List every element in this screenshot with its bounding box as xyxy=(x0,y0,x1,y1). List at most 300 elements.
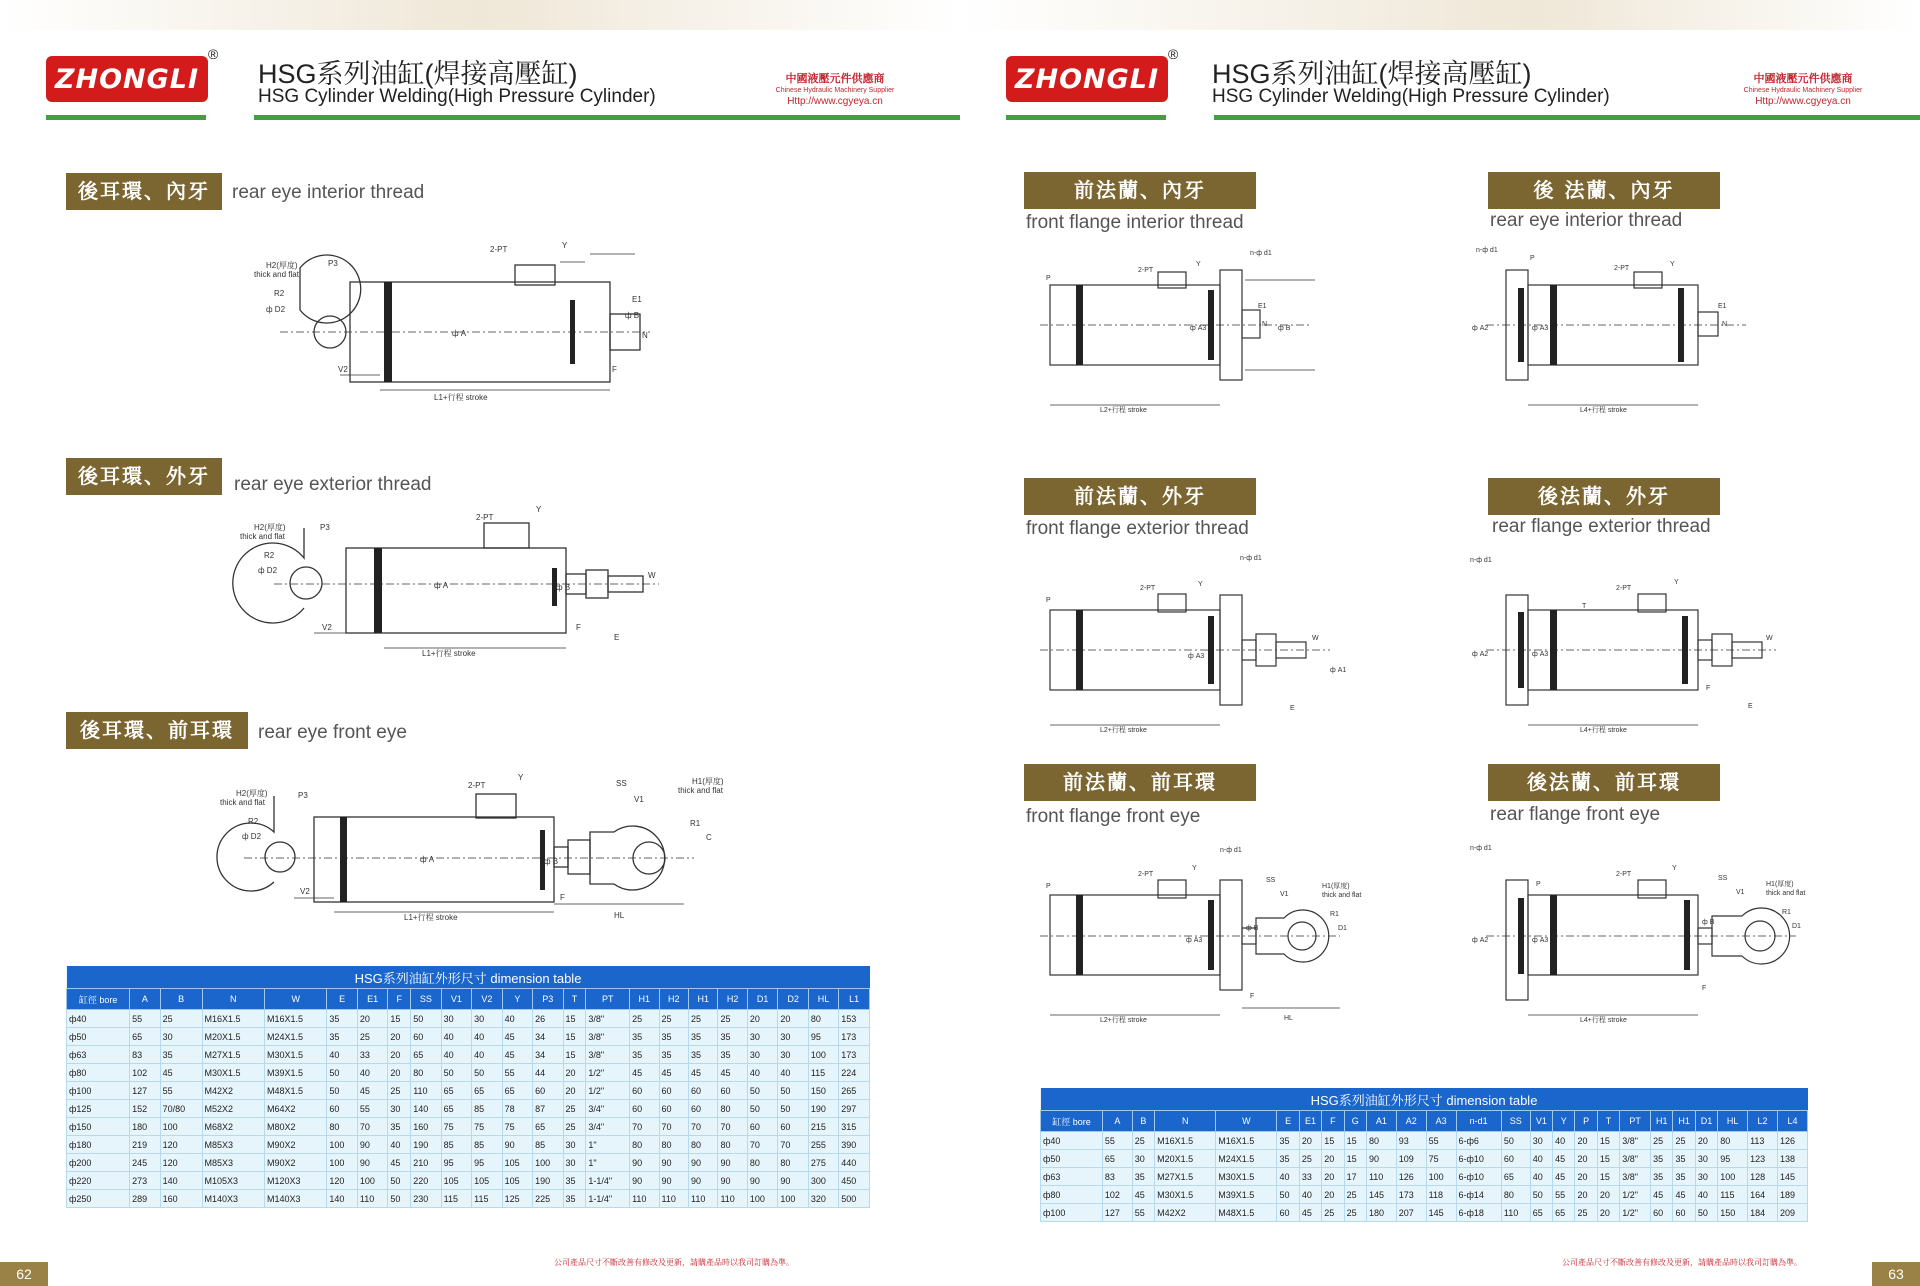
page-number: 62 xyxy=(0,1262,48,1286)
table-cell: M30X1.5 xyxy=(1216,1168,1277,1186)
table-cell: 60 xyxy=(327,1100,357,1118)
column-header: W xyxy=(1216,1111,1277,1132)
table-cell: M30X1.5 xyxy=(202,1064,264,1082)
table-cell: 65 xyxy=(441,1100,471,1118)
table-cell: 45 xyxy=(1673,1186,1695,1204)
label-pt: 2-PT xyxy=(468,781,486,790)
table-cell: 55 xyxy=(130,1010,160,1028)
table-cell: 20 xyxy=(1597,1204,1619,1222)
table-cell: 20 xyxy=(1322,1186,1344,1204)
table-cell: 220 xyxy=(411,1172,441,1190)
page-title-en: HSG Cylinder Welding(High Pressure Cylinder) xyxy=(258,86,656,107)
table-cell: 25 xyxy=(1132,1132,1154,1150)
column-header: G xyxy=(1344,1111,1366,1132)
table-cell: 224 xyxy=(839,1064,870,1082)
column-header: H1 xyxy=(1651,1111,1673,1132)
table-cell: 140 xyxy=(327,1190,357,1208)
label-f: F xyxy=(560,893,565,902)
green-rule xyxy=(46,115,206,120)
table-row xyxy=(67,1154,870,1172)
label-a3: ф A3 xyxy=(1186,937,1203,944)
label-b: ф B xyxy=(1246,925,1259,932)
table-cell: 60 xyxy=(688,1082,717,1100)
table-cell: 55 xyxy=(1102,1132,1132,1150)
label-n: N xyxy=(1722,321,1728,328)
table-cell: ф50 xyxy=(67,1028,130,1046)
label-a3: ф A3 xyxy=(1532,651,1549,658)
table-cell: 45 xyxy=(1299,1204,1321,1222)
label-n: N xyxy=(642,331,648,340)
table-cell: ф200 xyxy=(67,1154,130,1172)
table-cell: 126 xyxy=(1777,1132,1807,1150)
table-cell: 45 xyxy=(659,1064,688,1082)
column-header: V1 xyxy=(1530,1111,1552,1132)
label-b: ф B xyxy=(1702,919,1715,926)
label-p3: P3 xyxy=(298,791,308,800)
table-cell: 275 xyxy=(808,1154,838,1172)
section-label-cn: 前法蘭、外牙 xyxy=(1024,478,1256,515)
table-cell: ф80 xyxy=(1041,1186,1103,1204)
column-header: SS xyxy=(1501,1111,1530,1132)
label-stroke: L1+行程 stroke xyxy=(422,649,476,658)
table-cell: 60 xyxy=(747,1118,777,1136)
label-b: ф B xyxy=(625,311,640,320)
table-cell: 25 xyxy=(1322,1204,1344,1222)
table-cell: M64X2 xyxy=(264,1100,326,1118)
table-cell: M140X3 xyxy=(264,1190,326,1208)
table-cell: 55 xyxy=(1553,1186,1575,1204)
table-cell: 145 xyxy=(1366,1186,1396,1204)
table-cell: 80 xyxy=(778,1154,808,1172)
table-cell: 25 xyxy=(1651,1132,1673,1150)
table-cell: M80X2 xyxy=(264,1118,326,1136)
table-cell: 45 xyxy=(718,1064,747,1082)
table-row xyxy=(67,1118,870,1136)
label-stroke: L4+行程 stroke xyxy=(1580,727,1627,734)
table-row xyxy=(67,1046,870,1064)
table-cell: 100 xyxy=(327,1154,357,1172)
table-cell: 297 xyxy=(839,1100,870,1118)
table-cell: 35 xyxy=(327,1010,357,1028)
column-header: H2 xyxy=(659,989,688,1010)
table-cell: 40 xyxy=(502,1010,532,1028)
table-cell: 20 xyxy=(1597,1186,1619,1204)
label-stroke: L4+行程 stroke xyxy=(1580,1017,1627,1024)
table-cell: 25 xyxy=(1344,1204,1366,1222)
table-cell: 125 xyxy=(502,1190,532,1208)
supplier-badge xyxy=(770,74,900,107)
page-title-cn: HSG系列油缸(焊接高壓缸) xyxy=(258,59,578,89)
label-pt: 2-PT xyxy=(490,245,508,254)
label-thick: thick and flat xyxy=(1766,890,1806,897)
table-cell: 65 xyxy=(1102,1150,1132,1168)
table-cell: 15 xyxy=(1344,1132,1366,1150)
table-cell: 100 xyxy=(747,1190,777,1208)
table-cell: 113 xyxy=(1748,1132,1778,1150)
table-cell: 35 xyxy=(1277,1132,1299,1150)
label-thick2: thick and flat xyxy=(678,786,723,795)
table-cell: 105 xyxy=(502,1154,532,1172)
column-header: HL xyxy=(808,989,838,1010)
table-cell: 3/4" xyxy=(586,1118,630,1136)
table-cell: 15 xyxy=(563,1010,586,1028)
table-cell: 255 xyxy=(808,1136,838,1154)
table-cell: 230 xyxy=(411,1190,441,1208)
table-cell: 30 xyxy=(1695,1150,1717,1168)
table-cell: 110 xyxy=(718,1190,747,1208)
table-cell: 109 xyxy=(1396,1150,1426,1168)
label-p: P xyxy=(1046,597,1051,604)
table-cell: ф180 xyxy=(67,1136,130,1154)
section-label-cn: 後耳環、外牙 xyxy=(66,458,222,495)
table-cell: 153 xyxy=(839,1010,870,1028)
label-e: E xyxy=(1748,703,1753,710)
label-f: F xyxy=(576,623,581,632)
table-cell: 30 xyxy=(747,1028,777,1046)
label-hl: HL xyxy=(614,911,625,920)
table-row xyxy=(67,1190,870,1208)
table-cell: 120 xyxy=(327,1172,357,1190)
label-h1: H1(厚度) xyxy=(692,777,724,786)
table-cell: 45 xyxy=(388,1154,411,1172)
table-cell: 65 xyxy=(411,1046,441,1064)
table-cell: 245 xyxy=(130,1154,160,1172)
column-header: A1 xyxy=(1366,1111,1396,1132)
column-header: PT xyxy=(1620,1111,1651,1132)
table-cell: 150 xyxy=(808,1082,838,1100)
diagram-rear-flange-front-eye xyxy=(1466,830,1806,1025)
table-cell: 25 xyxy=(630,1010,659,1028)
table-cell: 210 xyxy=(411,1154,441,1172)
column-header: H2 xyxy=(718,989,747,1010)
table-cell: M20X1.5 xyxy=(202,1028,264,1046)
table-cell: M27X1.5 xyxy=(1155,1168,1216,1186)
table-cell: ф80 xyxy=(67,1064,130,1082)
table-cell: 90 xyxy=(747,1172,777,1190)
table-cell: 50 xyxy=(1277,1186,1299,1204)
table-cell: 300 xyxy=(808,1172,838,1190)
table-cell: 45 xyxy=(1553,1168,1575,1186)
table-cell: ф220 xyxy=(67,1172,130,1190)
table-cell: 3/8" xyxy=(1620,1168,1651,1186)
column-header: L4 xyxy=(1777,1111,1807,1132)
table-cell: 100 xyxy=(327,1136,357,1154)
table-caption: HSG系列油缸外形尺寸 dimension table xyxy=(67,966,870,989)
column-header: Y xyxy=(1553,1111,1575,1132)
table-cell: 80 xyxy=(630,1136,659,1154)
table-cell: 60 xyxy=(659,1082,688,1100)
table-cell: 20 xyxy=(1299,1132,1321,1150)
column-header: HL xyxy=(1718,1111,1748,1132)
table-cell: 140 xyxy=(411,1100,441,1118)
table-cell: 60 xyxy=(630,1100,659,1118)
table-cell: 40 xyxy=(1530,1168,1552,1186)
table-cell: 115 xyxy=(1718,1186,1748,1204)
supplier-url[interactable]: Http://www.cgyeya.cn xyxy=(787,96,883,107)
table-cell: 35 xyxy=(718,1028,747,1046)
table-cell: ф125 xyxy=(67,1100,130,1118)
table-cell: 1/2" xyxy=(1620,1204,1651,1222)
table-cell: 25 xyxy=(688,1010,717,1028)
table-row xyxy=(67,1100,870,1118)
table-cell: 34 xyxy=(533,1046,563,1064)
label-stroke: L4+行程 stroke xyxy=(1580,407,1627,414)
table-cell: 173 xyxy=(839,1028,870,1046)
table-cell: 35 xyxy=(1277,1150,1299,1168)
label-w: W xyxy=(1766,635,1773,642)
supplier-url[interactable]: Http://www.cgyeya.cn xyxy=(1755,96,1851,107)
table-cell: 65 xyxy=(472,1082,502,1100)
label-a3: ф A3 xyxy=(1532,325,1549,332)
section-label-en: rear flange exterior thread xyxy=(1492,516,1711,537)
table-cell: 40 xyxy=(472,1028,502,1046)
table-cell: 50 xyxy=(747,1082,777,1100)
table-cell: M24X1.5 xyxy=(264,1028,326,1046)
supplier-en: Chinese Hydraulic Machinery Supplier xyxy=(775,87,895,94)
label-r1: R1 xyxy=(690,819,701,828)
table-cell: 30 xyxy=(1132,1150,1154,1168)
table-cell: 60 xyxy=(659,1100,688,1118)
table-cell: 70 xyxy=(659,1118,688,1136)
table-cell: 45 xyxy=(630,1064,659,1082)
table-cell: 152 xyxy=(130,1100,160,1118)
label-w: W xyxy=(1312,635,1319,642)
table-cell: 55 xyxy=(502,1064,532,1082)
label-nd1: n-ф d1 xyxy=(1470,557,1492,564)
table-cell: 3/4" xyxy=(586,1100,630,1118)
table-cell: 40 xyxy=(1277,1168,1299,1186)
table-cell: 25 xyxy=(1673,1132,1695,1150)
table-cell: 127 xyxy=(1102,1204,1132,1222)
table-cell: 145 xyxy=(1426,1204,1456,1222)
table-cell: 215 xyxy=(808,1118,838,1136)
table-cell: 190 xyxy=(808,1100,838,1118)
table-cell: 110 xyxy=(630,1190,659,1208)
table-cell: 65 xyxy=(502,1082,532,1100)
table-cell: 90 xyxy=(502,1136,532,1154)
table-cell: 173 xyxy=(1396,1186,1426,1204)
label-y: Y xyxy=(1672,865,1677,872)
label-t: T xyxy=(1582,603,1587,610)
table-cell: 80 xyxy=(1366,1132,1396,1150)
table-cell: 20 xyxy=(563,1064,586,1082)
table-cell: 500 xyxy=(839,1190,870,1208)
table-cell: 35 xyxy=(563,1172,586,1190)
table-cell: 40 xyxy=(472,1046,502,1064)
table-cell: 320 xyxy=(808,1190,838,1208)
table-cell: 1-1/4" xyxy=(586,1172,630,1190)
table-cell: 30 xyxy=(160,1028,202,1046)
label-p3: P3 xyxy=(320,523,330,532)
table-cell: ф40 xyxy=(67,1010,130,1028)
column-header: N xyxy=(1155,1111,1216,1132)
table-cell: 20 xyxy=(357,1010,387,1028)
label-a: ф A xyxy=(452,329,467,338)
label-nd1: n-ф d1 xyxy=(1240,555,1262,562)
table-cell: ф150 xyxy=(67,1118,130,1136)
table-cell: 30 xyxy=(441,1010,471,1028)
label-h1: H1(厚度) xyxy=(1766,881,1794,888)
label-r1: R1 xyxy=(1782,909,1791,916)
table-cell: 45 xyxy=(502,1046,532,1064)
label-pt: 2-PT xyxy=(1138,871,1154,878)
table-cell: 30 xyxy=(1530,1132,1552,1150)
table-cell: 45 xyxy=(1651,1186,1673,1204)
label-stroke: L1+行程 stroke xyxy=(434,393,488,402)
table-cell: 40 xyxy=(747,1064,777,1082)
label-nd1: n-ф d1 xyxy=(1220,847,1242,854)
table-cell: M30X1.5 xyxy=(1155,1186,1216,1204)
table-cell: 95 xyxy=(808,1028,838,1046)
table-cell: 3/8" xyxy=(586,1010,630,1028)
table-cell: 90 xyxy=(630,1154,659,1172)
table-cell: 45 xyxy=(1553,1150,1575,1168)
table-cell: M42X2 xyxy=(202,1082,264,1100)
label-y: Y xyxy=(1674,579,1679,586)
label-d2: ф D2 xyxy=(242,832,262,841)
label-p: P xyxy=(1530,255,1535,262)
table-cell: 90 xyxy=(688,1172,717,1190)
table-cell: 35 xyxy=(718,1046,747,1064)
table-cell: 20 xyxy=(1575,1150,1597,1168)
label-n: N xyxy=(1262,321,1268,328)
table-cell: 6-ф18 xyxy=(1456,1204,1501,1222)
table-cell: M39X1.5 xyxy=(1216,1186,1277,1204)
table-cell: 145 xyxy=(1777,1168,1807,1186)
label-p: P xyxy=(1046,883,1051,890)
label-r2: R2 xyxy=(248,817,259,826)
table-cell: 30 xyxy=(563,1136,586,1154)
label-v1: V1 xyxy=(634,795,644,804)
table-cell: 93 xyxy=(1396,1132,1426,1150)
table-cell: 55 xyxy=(357,1100,387,1118)
table-cell: 25 xyxy=(1575,1204,1597,1222)
table-cell: 45 xyxy=(502,1028,532,1046)
brand-logo: ZHONGLI xyxy=(46,56,208,102)
label-pt: 2-PT xyxy=(476,513,494,522)
column-header: F xyxy=(388,989,411,1010)
table-cell: 184 xyxy=(1748,1204,1778,1222)
diagram-rear-eye-interior-thread xyxy=(240,240,660,410)
table-cell: 123 xyxy=(1748,1150,1778,1168)
label-e1: E1 xyxy=(632,295,642,304)
label-thick: thick and flat xyxy=(220,798,265,807)
label-v1: V1 xyxy=(1736,889,1745,896)
supplier-cn: 中國液壓元件供應商 xyxy=(785,73,885,85)
table-cell: 60 xyxy=(688,1100,717,1118)
table-cell: 30 xyxy=(747,1046,777,1064)
table-row xyxy=(67,1010,870,1028)
label-thick: thick and flat xyxy=(240,532,285,541)
table-cell: 45 xyxy=(357,1082,387,1100)
table-cell: 85 xyxy=(472,1136,502,1154)
column-header: V1 xyxy=(441,989,471,1010)
table-cell: 100 xyxy=(1426,1168,1456,1186)
table-cell: 55 xyxy=(160,1082,202,1100)
table-cell: 100 xyxy=(1718,1168,1748,1186)
table-cell: 110 xyxy=(659,1190,688,1208)
label-r1: R1 xyxy=(1330,911,1339,918)
section-label-en: rear eye interior thread xyxy=(1490,210,1683,231)
label-nd1: n-ф d1 xyxy=(1250,250,1272,257)
section-label-cn: 後法蘭、外牙 xyxy=(1488,478,1720,515)
table-cell: 50 xyxy=(778,1082,808,1100)
table-cell: 80 xyxy=(747,1154,777,1172)
table-cell: 20 xyxy=(1322,1150,1344,1168)
table-cell: ф50 xyxy=(1041,1150,1103,1168)
green-rule xyxy=(1006,115,1166,120)
table-cell: 90 xyxy=(357,1136,387,1154)
table-cell: 40 xyxy=(1299,1186,1321,1204)
table-cell: 87 xyxy=(533,1100,563,1118)
label-b: ф B xyxy=(556,583,571,592)
table-cell: 35 xyxy=(160,1046,202,1064)
label-f: F xyxy=(1706,685,1711,692)
table-cell: M140X3 xyxy=(202,1190,264,1208)
table-cell: 60 xyxy=(411,1028,441,1046)
table-cell: 128 xyxy=(1748,1168,1778,1186)
table-cell: 25 xyxy=(659,1010,688,1028)
section-label-cn: 後耳環、前耳環 xyxy=(66,712,248,749)
label-v2: V2 xyxy=(322,623,332,632)
table-cell: 289 xyxy=(130,1190,160,1208)
table-cell: 20 xyxy=(388,1028,411,1046)
table-cell: 273 xyxy=(130,1172,160,1190)
label-d1: D1 xyxy=(1792,923,1801,930)
table-cell: 60 xyxy=(630,1082,659,1100)
table-cell: 65 xyxy=(1530,1204,1552,1222)
table-cell: 70/80 xyxy=(160,1100,202,1118)
table-cell: 90 xyxy=(659,1154,688,1172)
table-cell: 50 xyxy=(1501,1132,1530,1150)
table-cell: 35 xyxy=(688,1046,717,1064)
table-cell: 35 xyxy=(1651,1168,1673,1186)
column-header: A xyxy=(1102,1111,1132,1132)
table-cell: M85X3 xyxy=(202,1154,264,1172)
table-cell: 115 xyxy=(472,1190,502,1208)
table-cell: 140 xyxy=(160,1172,202,1190)
table-cell: 60 xyxy=(778,1118,808,1136)
label-v2: V2 xyxy=(300,887,310,896)
section-label-en: rear eye exterior thread xyxy=(234,474,432,495)
label-pt: 2-PT xyxy=(1140,585,1156,592)
table-cell: 95 xyxy=(472,1154,502,1172)
label-c: C xyxy=(706,833,712,842)
table-cell: 60 xyxy=(1673,1204,1695,1222)
table-cell: 83 xyxy=(130,1046,160,1064)
table-cell: 75 xyxy=(472,1118,502,1136)
label-y: Y xyxy=(1670,261,1675,268)
table-cell: 25 xyxy=(563,1118,586,1136)
label-pt: 2-PT xyxy=(1614,265,1630,272)
page-title-cn: HSG系列油缸(焊接高壓缸) xyxy=(1212,59,1532,89)
table-cell: 6-ф10 xyxy=(1456,1168,1501,1186)
table-cell: 35 xyxy=(388,1118,411,1136)
table-cell: 105 xyxy=(472,1172,502,1190)
page-number: 63 xyxy=(1872,1262,1920,1286)
table-cell: 20 xyxy=(388,1064,411,1082)
table-row xyxy=(67,1028,870,1046)
table-cell: 20 xyxy=(1575,1186,1597,1204)
diagram-front-flange-front-eye xyxy=(1040,830,1370,1025)
label-a2: ф A2 xyxy=(1472,325,1489,332)
table-cell: 65 xyxy=(1553,1204,1575,1222)
table-cell: 15 xyxy=(1322,1132,1344,1150)
table-cell: 120 xyxy=(160,1154,202,1172)
table-cell: 1-1/4" xyxy=(586,1190,630,1208)
label-p: P xyxy=(1046,275,1051,282)
table-cell: 190 xyxy=(533,1172,563,1190)
